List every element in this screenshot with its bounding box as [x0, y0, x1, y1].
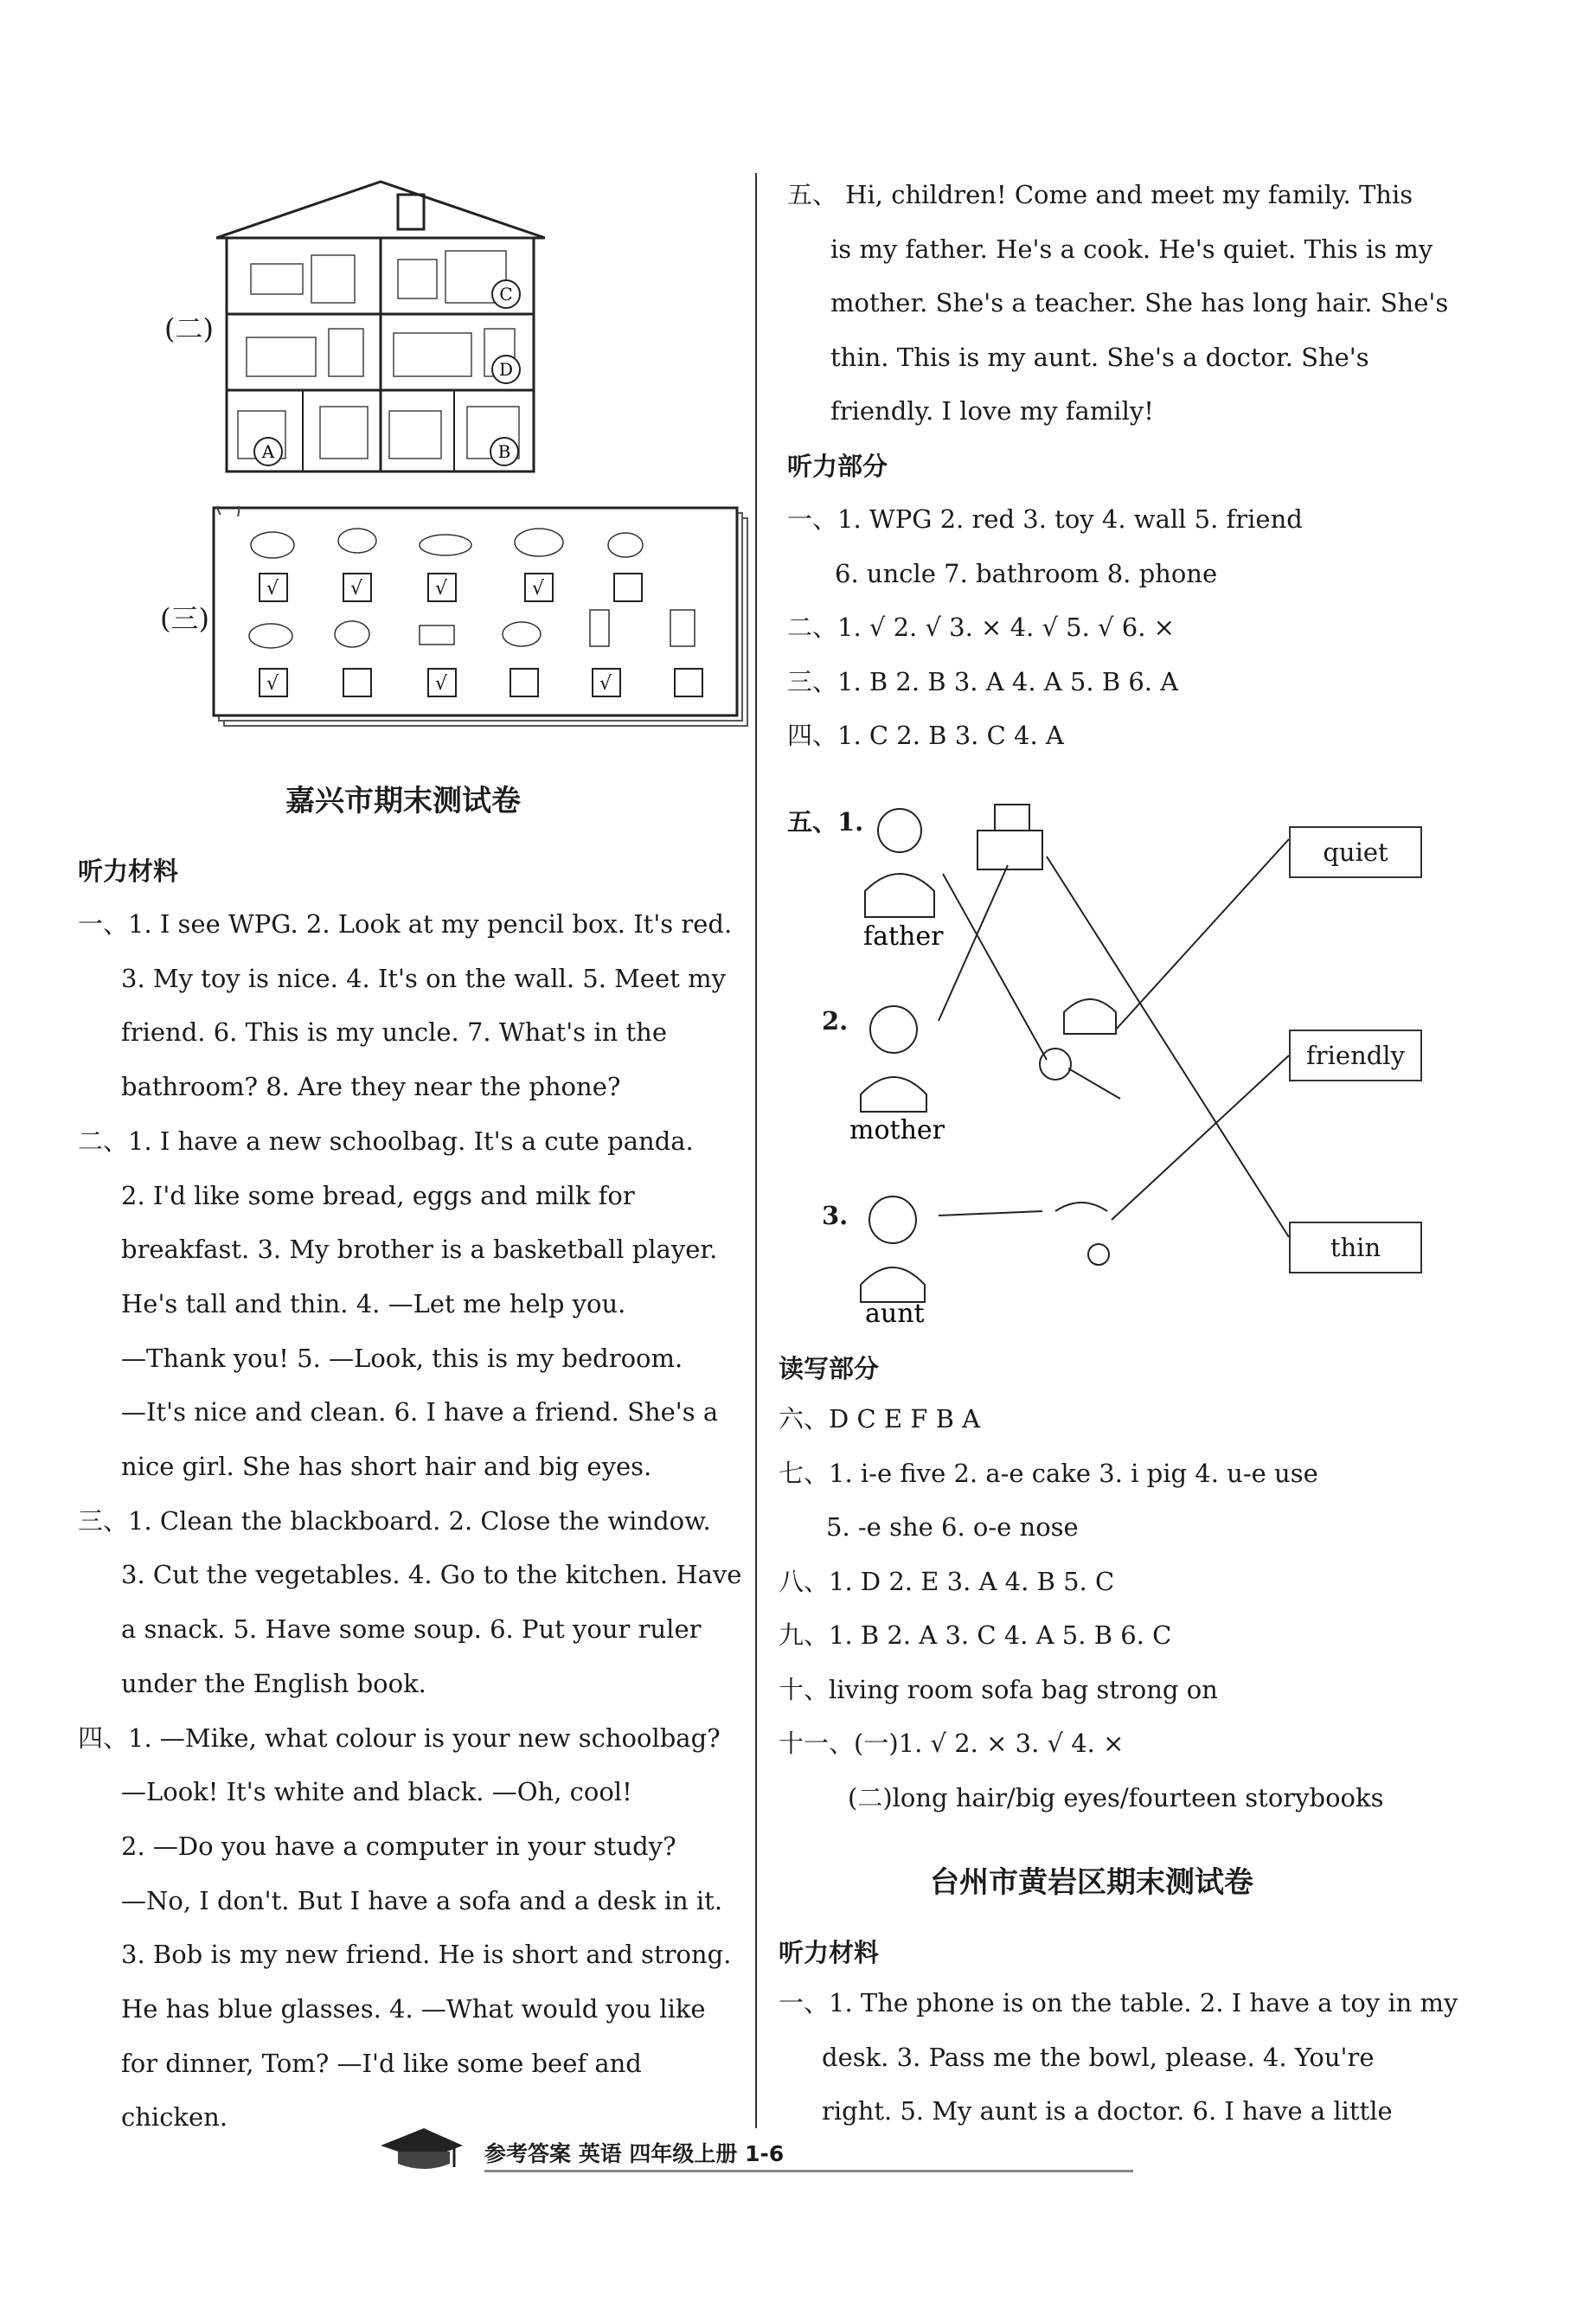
jiaxing-title: 嘉兴市期末测试卷 — [285, 784, 521, 818]
svg-text:√: √ — [599, 673, 612, 695]
person-aunt: aunt — [865, 1299, 925, 1329]
text-line: thin. This is my aunt. She's a doctor. She's — [830, 342, 1369, 372]
read-write-head: 读写部分 — [779, 1354, 880, 1383]
graduation-cap-logo — [372, 2124, 467, 2176]
svg-text:√: √ — [350, 578, 363, 600]
text-line: mother. She's a teacher. She has long hair. She's — [830, 288, 1449, 318]
marker-d: D — [498, 359, 514, 380]
text-line: a snack. 5. Have some soup. 6. Put your ruler — [121, 1614, 702, 1645]
svg-text:√: √ — [266, 578, 279, 600]
listening-part-head: 听力部分 — [787, 452, 888, 481]
column-divider — [755, 173, 757, 2128]
text-line: 三、1. B 2. B 3. A 4. A 5. B 6. A — [787, 666, 1179, 696]
text-line: 五、 Hi, children! Come and meet my family. This — [787, 180, 1413, 209]
text-line: under the English book. — [121, 1668, 426, 1698]
match-num-3: 3. — [822, 1201, 849, 1230]
text-line: 六、D C E F B A — [779, 1404, 981, 1434]
listening-material-head: 听力材料 — [78, 856, 179, 886]
text-line: nice girl. She has short hair and big eyes. — [121, 1452, 652, 1481]
text-line: 2. —Do you have a computer in your study? — [121, 1831, 676, 1861]
text-line: —It's nice and clean. 6. I have a friend. She's a — [121, 1397, 719, 1427]
text-line: 四、1. C 2. B 3. C 4. A — [787, 721, 1064, 750]
text-line: friend. 6. This is my uncle. 7. What's in the — [121, 1017, 667, 1048]
text-line: 6. uncle 7. bathroom 8. phone — [835, 558, 1218, 588]
text-line: breakfast. 3. My brother is a basketball player. — [121, 1235, 718, 1265]
text-line: 一、1. I see WPG. 2. Look at my pencil box. It's red. — [78, 909, 733, 939]
text-line: 十、living room sofa bag strong on — [779, 1674, 1218, 1704]
text-line: chicken. — [121, 2102, 228, 2133]
marker-a: A — [261, 441, 275, 462]
text-line: 3. Bob is my new friend. He is short and strong. — [121, 1940, 732, 1970]
house-illustration — [216, 177, 545, 480]
taizhou-title: 台州市黄岩区期末测试卷 — [930, 1865, 1253, 1900]
svg-text:√: √ — [532, 578, 545, 600]
text-line: 七、1. i-e five 2. a-e cake 3. i pig 4. u-e use — [779, 1458, 1318, 1488]
svg-text:√: √ — [435, 578, 448, 600]
text-line: 二、1. I have a new schoolbag. It's a cute panda. — [78, 1126, 694, 1156]
text-line: 十一、(一)1. √ 2. × 3. √ 4. × — [779, 1729, 1125, 1758]
text-line: 三、1. Clean the blackboard. 2. Close the window. — [78, 1505, 711, 1536]
text-line: bathroom? 8. Are they near the phone? — [121, 1072, 621, 1102]
text-line: 2. I'd like some bread, eggs and milk for — [121, 1180, 635, 1210]
text-line: friendly. I love my family! — [830, 396, 1154, 426]
marker-b: B — [497, 441, 511, 462]
text-line: He has blue glasses. 4. —What would you like — [121, 1994, 706, 2024]
text-line: 四、1. —Mike, what colour is your new schoolbag? — [78, 1722, 721, 1753]
adjective-quiet: quiet — [1289, 826, 1422, 878]
text-line: desk. 3. Pass me the bowl, please. 4. You're — [822, 2042, 1375, 2072]
text-line: for dinner, Tom? —I'd like some beef and — [121, 2048, 642, 2078]
text-line: 九、1. B 2. A 3. C 4. A 5. B 6. C — [779, 1620, 1172, 1650]
text-line: —Look! It's white and black. —Oh, cool! — [121, 1777, 632, 1807]
text-line: 一、1. The phone is on the table. 2. I have a toy in my — [779, 1988, 1458, 2018]
text-line: 3. My toy is nice. 4. It's on the wall. 5. Meet my — [121, 963, 726, 993]
text-line: 八、1. D 2. E 3. A 4. B 5. C — [779, 1566, 1115, 1596]
match-prefix: 五、1. — [787, 807, 864, 837]
footer-rule — [484, 2170, 1133, 2172]
match-num-2: 2. — [822, 1006, 849, 1036]
section-3-label: (三) — [160, 602, 209, 635]
food-checklist-card — [212, 506, 835, 740]
taizhou-listening-head: 听力材料 — [779, 1938, 880, 1967]
text-line: —Thank you! 5. —Look, this is my bedroom. — [121, 1343, 683, 1373]
adjective-friendly: friendly — [1289, 1030, 1422, 1081]
text-line: 二、1. √ 2. √ 3. × 4. √ 5. √ 6. × — [787, 613, 1175, 642]
text-line: is my father. He's a cook. He's quiet. This is my — [830, 234, 1433, 264]
text-line: —No, I don't. But I have a sofa and a desk in it. — [121, 1885, 723, 1915]
section-2-label: (二) — [164, 312, 214, 345]
person-mother: mother — [849, 1115, 945, 1145]
text-line: right. 5. My aunt is a doctor. 6. I have a little — [822, 2096, 1393, 2126]
text-line: 5. -e she 6. o-e nose — [826, 1512, 1079, 1542]
text-line: 3. Cut the vegetables. 4. Go to the kitchen. Have — [121, 1560, 742, 1590]
marker-c: C — [499, 284, 513, 305]
person-father: father — [863, 921, 944, 952]
text-line: (二)long hair/big eyes/fourteen storybooks — [848, 1782, 1384, 1812]
text-line: 一、1. WPG 2. red 3. toy 4. wall 5. friend — [787, 504, 1303, 534]
svg-text:√: √ — [435, 673, 448, 695]
footer-text: 参考答案 英语 四年级上册 1-6 — [484, 2141, 785, 2166]
text-line: He's tall and thin. 4. —Let me help you. — [121, 1288, 626, 1318]
svg-text:√: √ — [266, 673, 279, 695]
adjective-thin: thin — [1289, 1222, 1422, 1273]
